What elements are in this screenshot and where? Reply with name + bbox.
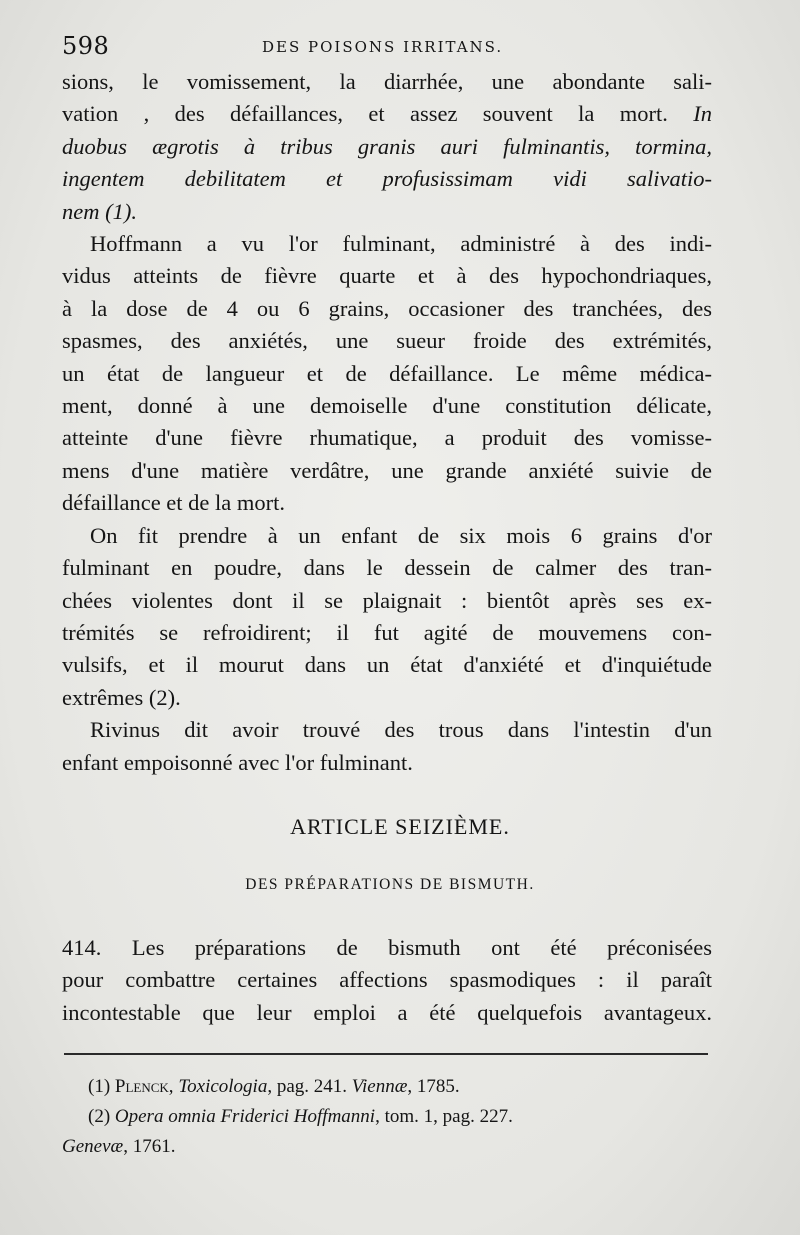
text-line: 414. Les préparations de bismuth ont été préconisées <box>62 935 712 960</box>
footnote-divider <box>64 1053 708 1055</box>
text-line: mens d'une matière verdâtre, une grande anxiété suivie de <box>62 457 712 483</box>
paragraph-start: On fit prendre à un enfant de six mois 6 grains d'or <box>90 522 712 548</box>
footnote-2-continued: Genevæ, 1761. <box>62 1136 176 1157</box>
paragraph-414 <box>62 932 712 1029</box>
text-line: trémités se refroidirent; il fut agité de mouvemens con- <box>62 619 712 645</box>
text-line: à la dose de 4 ou 6 grains, occasioner des tranchées, des <box>62 295 712 321</box>
text-line: vation , des défaillances, et assez souvent la mort. In <box>62 101 712 127</box>
text-line: enfant empoisonné avec l'or fulminant. <box>62 749 413 775</box>
footnote-1: (1) Plenck, Toxicologia, pag. 241. Viennæ, 1785. <box>88 1076 460 1097</box>
text-line: pour combattre certaines affections spasmodiques : il paraît <box>62 967 712 993</box>
page-number: 598 <box>62 32 110 60</box>
text-line: sions, le vomissement, la diarrhée, une abondante sali- <box>62 69 712 94</box>
text-line: un état de langueur et de défaillance. Le même médica- <box>62 360 712 386</box>
text-line: vidus atteints de fièvre quarte et à des hypochondriaques, <box>62 263 712 289</box>
text-line: fulminant en poudre, dans le dessein de calmer des tran- <box>62 555 712 581</box>
section-title: DES PRÉPARATIONS DE BISMUTH. <box>245 876 535 893</box>
paragraph-start: Rivinus dit avoir trouvé des trous dans l'intestin d'un <box>90 717 712 743</box>
text-line: défaillance et de la mort. <box>62 490 286 516</box>
text-line-italic: nem (1). <box>62 198 137 224</box>
running-head: DES POISONS IRRITANS. <box>262 38 504 56</box>
paragraph-start: Hoffmann a vu l'or fulminant, administré à des indi- <box>90 231 712 257</box>
footnote-2: (2) Opera omnia Friderici Hoffmanni, tom. 1, pag. 227. <box>88 1106 513 1127</box>
body-text <box>62 66 712 779</box>
text-line-italic: duobus ægrotis à tribus granis auri fulminantis, tormina, <box>62 133 712 159</box>
text-line: chées violentes dont il se plaignait : bientôt après ses ex- <box>62 587 712 613</box>
text-line: ment, donné à une demoiselle d'une constitution délicate, <box>62 393 712 419</box>
text-line: spasmes, des anxiétés, une sueur froide des extrémités, <box>62 328 712 354</box>
text-line-italic: ingentem debilitatem et profusissimam vidi salivatio- <box>62 166 712 192</box>
text-line: extrêmes (2). <box>62 684 181 710</box>
text-line: vulsifs, et il mourut dans un état d'anxiété et d'inquiétude <box>62 652 712 678</box>
text-line: incontestable que leur emploi a été quelquefois avantageux. <box>62 999 712 1025</box>
article-title: ARTICLE SEIZIÈME. <box>290 814 510 839</box>
page-header <box>62 32 712 68</box>
footnotes <box>62 1072 712 1162</box>
text-line: atteinte d'une fièvre rhumatique, a produit des vomisse- <box>62 425 712 451</box>
